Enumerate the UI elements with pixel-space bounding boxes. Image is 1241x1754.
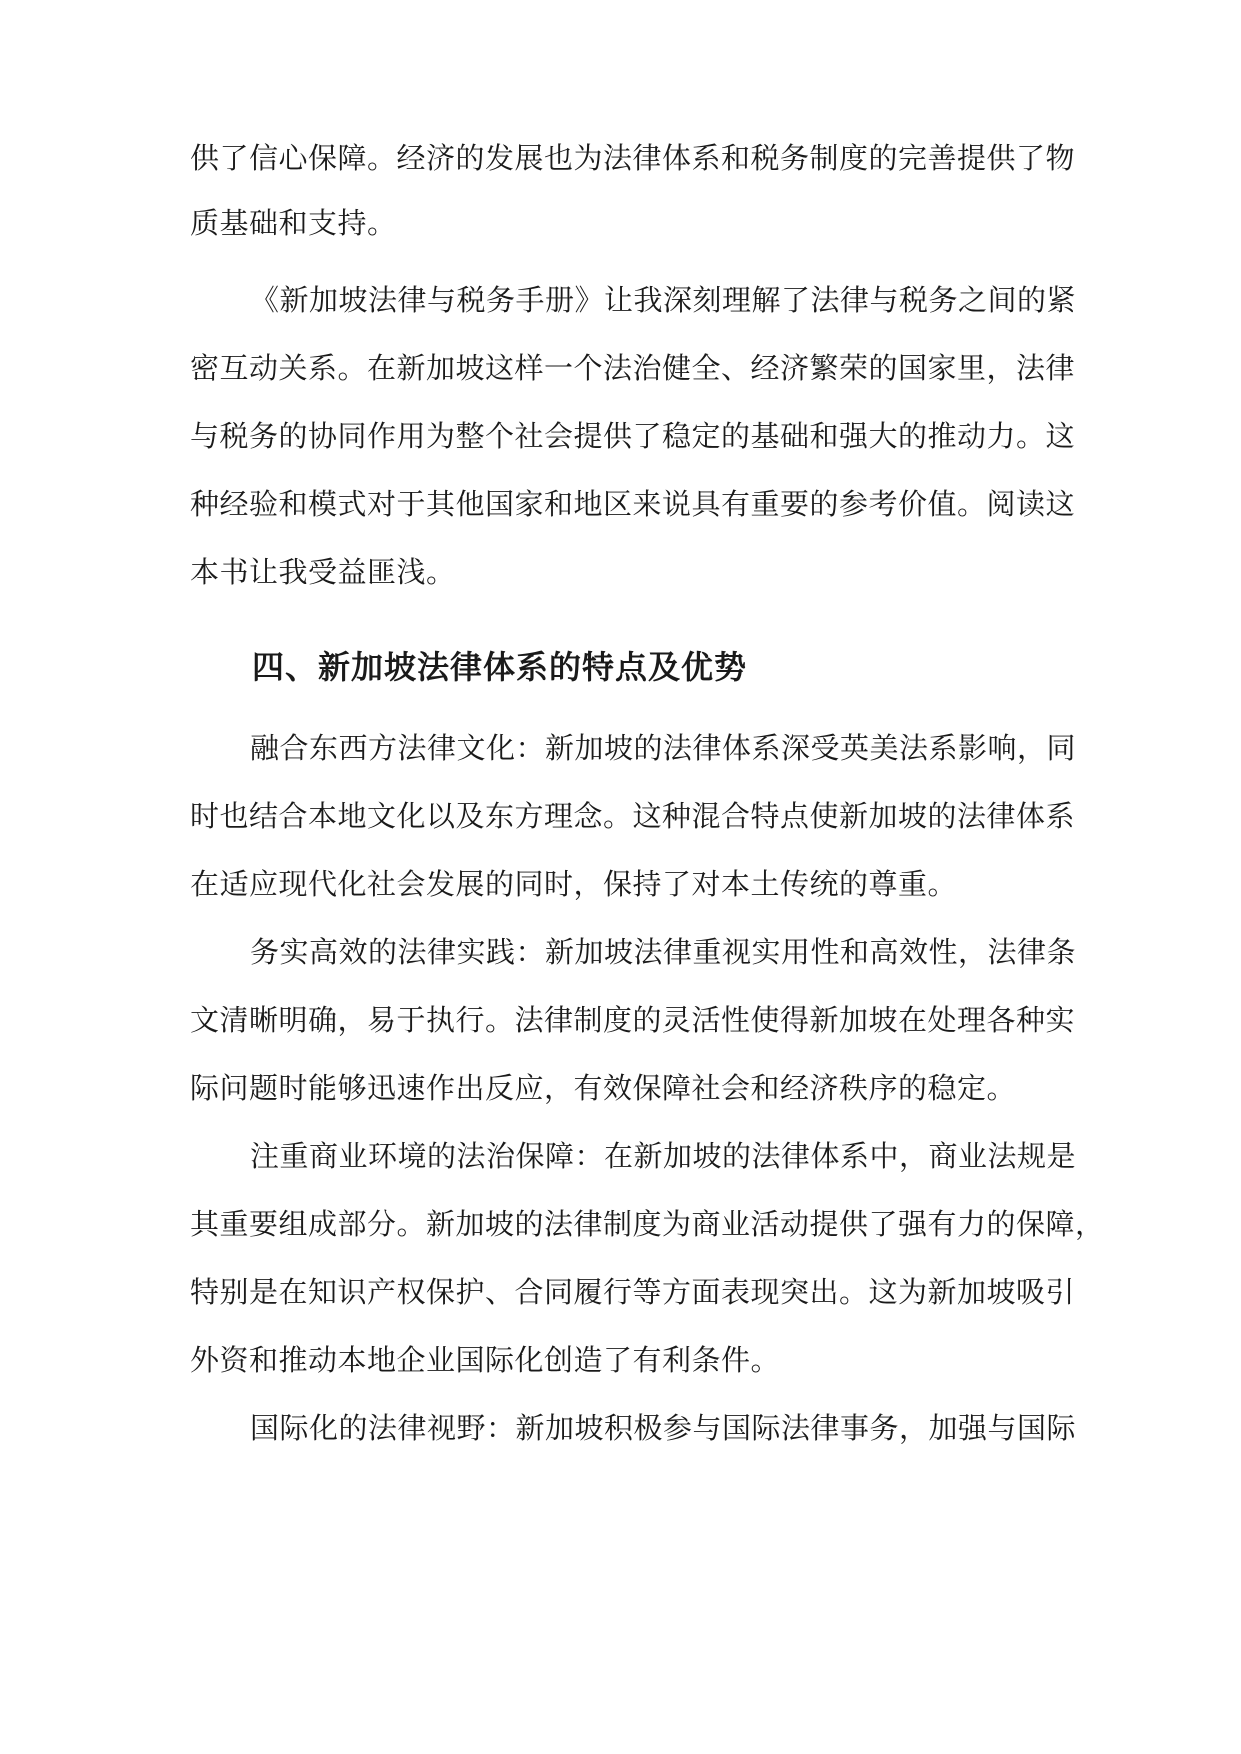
text-line: 种经验和模式对于其他国家和地区来说具有重要的参考价值。阅读这 [190, 487, 1076, 521]
text-line: 供了信心保障。经济的发展也为法律体系和税务制度的完善提供了物 [190, 141, 1076, 175]
text-line: 务实高效的法律实践：新加坡法律重视实用性和高效性，法律条 [250, 935, 1077, 969]
text-line: 国际化的法律视野：新加坡积极参与国际法律事务，加强与国际 [250, 1411, 1077, 1445]
text-line: 特别是在知识产权保护、合同履行等方面表现突出。这为新加坡吸引 [190, 1275, 1076, 1309]
text-line: 时也结合本地文化以及东方理念。这种混合特点使新加坡的法律体系 [190, 799, 1076, 833]
text-line: 外资和推动本地企业国际化创造了有利条件。 [190, 1343, 781, 1377]
text-line: 《新加坡法律与税务手册》让我深刻理解了法律与税务之间的紧 [250, 283, 1077, 317]
text-line: 本书让我受益匪浅。 [190, 555, 456, 589]
text-line: 融合东西方法律文化：新加坡的法律体系深受英美法系影响，同 [250, 731, 1077, 765]
text-line: 与税务的协同作用为整个社会提供了稳定的基础和强大的推动力。这 [190, 419, 1076, 453]
section-heading: 四、新加坡法律体系的特点及优势 [252, 648, 748, 686]
text-line: 文清晰明确，易于执行。法律制度的灵活性使得新加坡在处理各种实 [190, 1003, 1076, 1037]
text-line: 注重商业环境的法治保障：在新加坡的法律体系中，商业法规是 [250, 1139, 1077, 1173]
text-line: 密互动关系。在新加坡这样一个法治健全、经济繁荣的国家里，法律 [190, 351, 1076, 385]
text-line: 其重要组成部分。新加坡的法律制度为商业活动提供了强有力的保障， [190, 1207, 1105, 1241]
text-line: 质基础和支持。 [190, 206, 397, 240]
text-line: 际问题时能够迅速作出反应，有效保障社会和经济秩序的稳定。 [190, 1071, 1017, 1105]
text-line: 在适应现代化社会发展的同时，保持了对本土传统的尊重。 [190, 867, 958, 901]
